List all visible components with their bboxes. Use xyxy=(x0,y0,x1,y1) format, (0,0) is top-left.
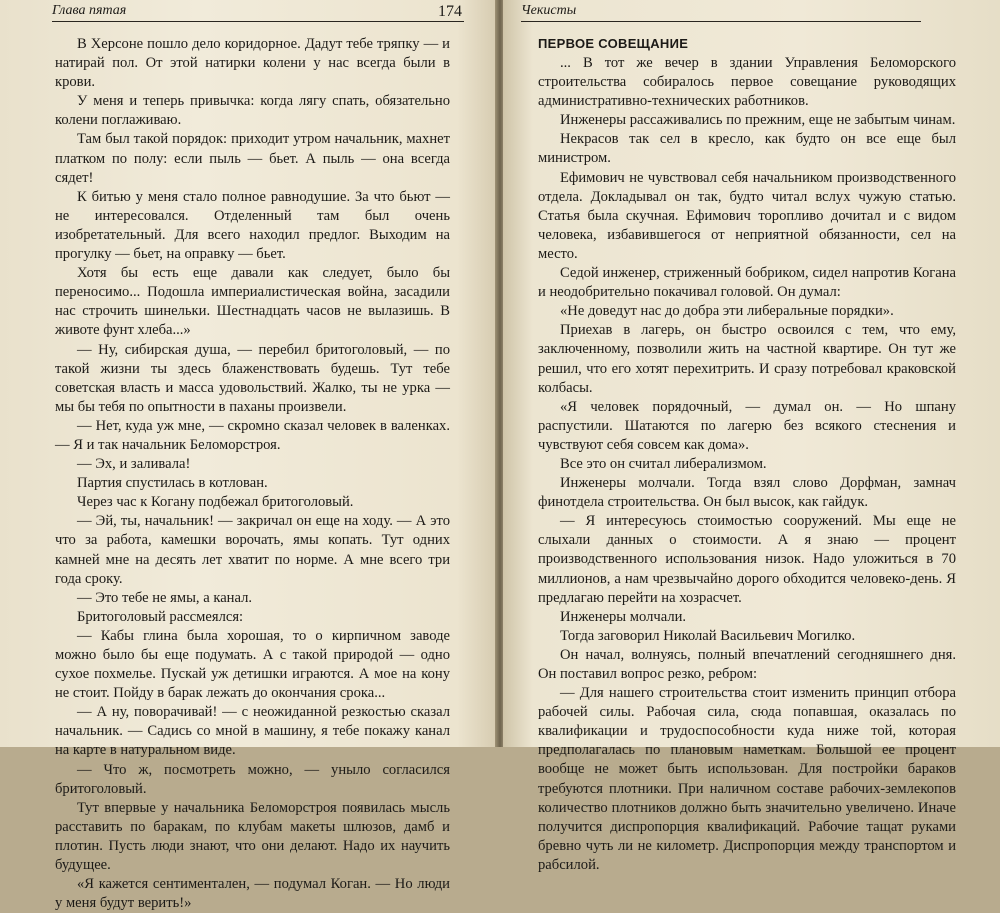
left-head-rule xyxy=(52,21,464,22)
paragraph: Инженеры рассаживались по прежним, еще не забытым чинам. xyxy=(560,112,956,129)
paragraph: — Это тебе не ямы, а канал. xyxy=(77,589,253,606)
paragraph: У меня и теперь привычка: когда лягу спать, обязательно колени поглаживаю. xyxy=(55,93,450,129)
paragraph: Ефимович не чувствовал себя начальником производственного отдела. Докладывал он так, будто читал вслух чужую статью. Статья была скучная. Ефимович торопливо дочитал и с видом человека, избавившегося от неприятной обязанности, сел на место. xyxy=(538,169,956,262)
left-page xyxy=(0,0,497,912)
right-page xyxy=(503,0,1000,873)
paragraph: — Ну, сибирская душа, — перебил бритоголовый, — по такой жизни ты здесь блаженствовать будешь. Тут тебе советская власть и масса удовольствий. Жалко, ты не урка — мы бы тебя по опытности в паханы произвели. xyxy=(55,341,450,415)
paragraph: Седой инженер, стриженный бобриком, сидел напротив Когана и неодобрительно покачивал головой. Он думал: xyxy=(538,265,956,301)
paragraph: Хотя бы есть еще давали как следует, было бы переносимо... Подошла империалистическая война, засадили нас строчить шинельки. Шестнадцать часов не вылазишь. В животе фунт хлеба...» xyxy=(55,265,450,339)
paragraph: Все это он считал либерализмом. xyxy=(560,455,767,472)
paragraph: ... В тот же вечер в здании Управления Беломорского строительства собиралось первое совещание руководящих административно-технических работников. xyxy=(538,55,956,110)
paragraph: К битью у меня стало полное равнодушие. За что бьют — не интересовался. Отделенный там был очень изобретательный. Для всего находил предлог. Выходим на прогулку — бьет, на оправку — бьет. xyxy=(55,188,450,263)
paragraph: Он начал, волнуясь, полный впечатлений сегодняшнего дня. Он поставил вопрос резко, ребром: xyxy=(538,646,956,682)
paragraph: В Херсоне пошло дело коридорное. Дадут тебе тряпку — и натирай пол. От этой натирки колени у нас всегда были в крови. xyxy=(55,36,450,91)
paragraph: Бритоголовый рассмеялся: xyxy=(77,608,244,625)
paragraph: «Не доведут нас до добра эти либеральные порядки». xyxy=(560,303,894,320)
right-head-rule xyxy=(521,21,921,22)
paragraph: Приехав в лагерь, он быстро освоился с тем, что ему, заключенному, позволили жить на частной квартире. Он тут же решил, что его хотят перехитрить. И сразу потребовал краковской колбасы. xyxy=(538,322,956,396)
paragraph: Некрасов так сел в кресло, как будто он все еще был министром. xyxy=(538,131,956,167)
paragraph: Партия спустилась в котлован. xyxy=(77,475,268,492)
paragraph: — Кабы глина была хорошая, то о кирпичном заводе можно было бы еще подумать. А с такой природой — одно сухое похмелье. Пускай уж детишки играются. А мое на кону не стоит. Пойду в барак лежать до окончания срока... xyxy=(55,627,450,702)
paragraph: — Эй, ты, начальник! — закричал он еще на ходу. — А это что за работа, камешки ворочать, ямы копать. Тут одних камней мне на десять лет хватит по норме. А мне всего три года сроку. xyxy=(55,513,450,587)
paragraph: — Нет, куда уж мне, — скромно сказал человек в валенках. — Я и так начальник Беломорстроя. xyxy=(55,417,450,453)
paragraph: — Что ж, посмотреть можно, — уныло согласился бритоголовый. xyxy=(55,761,450,797)
paragraph: — Я интересуюсь стоимостью сооружений. Мы еще не слыхали данных о стоимости. А я знаю — процент производственного использования низок. Надо уложиться в 70 миллионов, а нам чрезвычайно дорого обходится человеко-день. Я предлагаю перейти на хозрасчет. xyxy=(538,513,956,606)
paragraph: — А ну, поворачивай! — с неожиданной резкостью сказал начальник. — Садись со мной в машину, я тебе покажу канал на карте в натуральном виде. xyxy=(55,704,450,759)
paragraph: — Для нашего строительства стоит изменить принцип отбора рабочей силы. Рабочая сила, сюда попавшая, оказалась по квалификации и трудоспособности куда ниже той, которая предполагалась по плановым наметкам. Большой ее процент вообще не может быть использован. Для постройки бараков требуются плотники. При наличном составе рабочих-землекопов количество плотников должно быть значительно увеличено. Иначе получится диспропорция квалификаций. Рабочие тащат руками бревно чуть ли не километр. Диспропорция между транспортом и рабсилой. xyxy=(538,685,956,873)
paragraph: Тут впервые у начальника Беломорстроя появилась мысль расставить по баракам, по клубам макеты шлюзов, дамб и плотин. Пусть люди знают, что они делают. Надо их научить будущее. xyxy=(55,799,450,874)
right-running-head: Чекисты xyxy=(521,3,577,18)
paragraph: Тогда заговорил Николай Васильевич Могилко. xyxy=(560,627,856,644)
left-running-head: Глава пятая xyxy=(52,3,127,18)
page-number: 174 xyxy=(438,3,462,20)
left-page-text xyxy=(55,35,450,913)
paragraph: — Эх, и заливала! xyxy=(77,456,191,473)
paragraph: Там был такой порядок: приходит утром начальник, махнет платком по полу: если пыль — бьет. А пыль — она всегда сядет! xyxy=(55,131,450,186)
paragraph: Инженеры молчали. xyxy=(560,608,687,625)
section-title: ПЕРВОЕ СОВЕЩАНИЕ xyxy=(538,36,689,51)
paragraph: «Я кажется сентиментален, — подумал Коган. — Но люди у меня будут верить!» xyxy=(55,876,450,912)
paragraph: «Я человек порядочный, — думал он. — Но шпану распустили. Шатаются по лагерю без всякого стеснения и чувствуют себя совсем как дома». xyxy=(538,398,956,453)
right-page-text xyxy=(538,54,956,875)
paragraph: Инженеры молчали. Тогда взял слово Дорфман, замнач финотдела строительства. Он был высок, как гайдук. xyxy=(538,475,956,511)
paragraph: Через час к Когану подбежал бритоголовый. xyxy=(77,494,354,511)
